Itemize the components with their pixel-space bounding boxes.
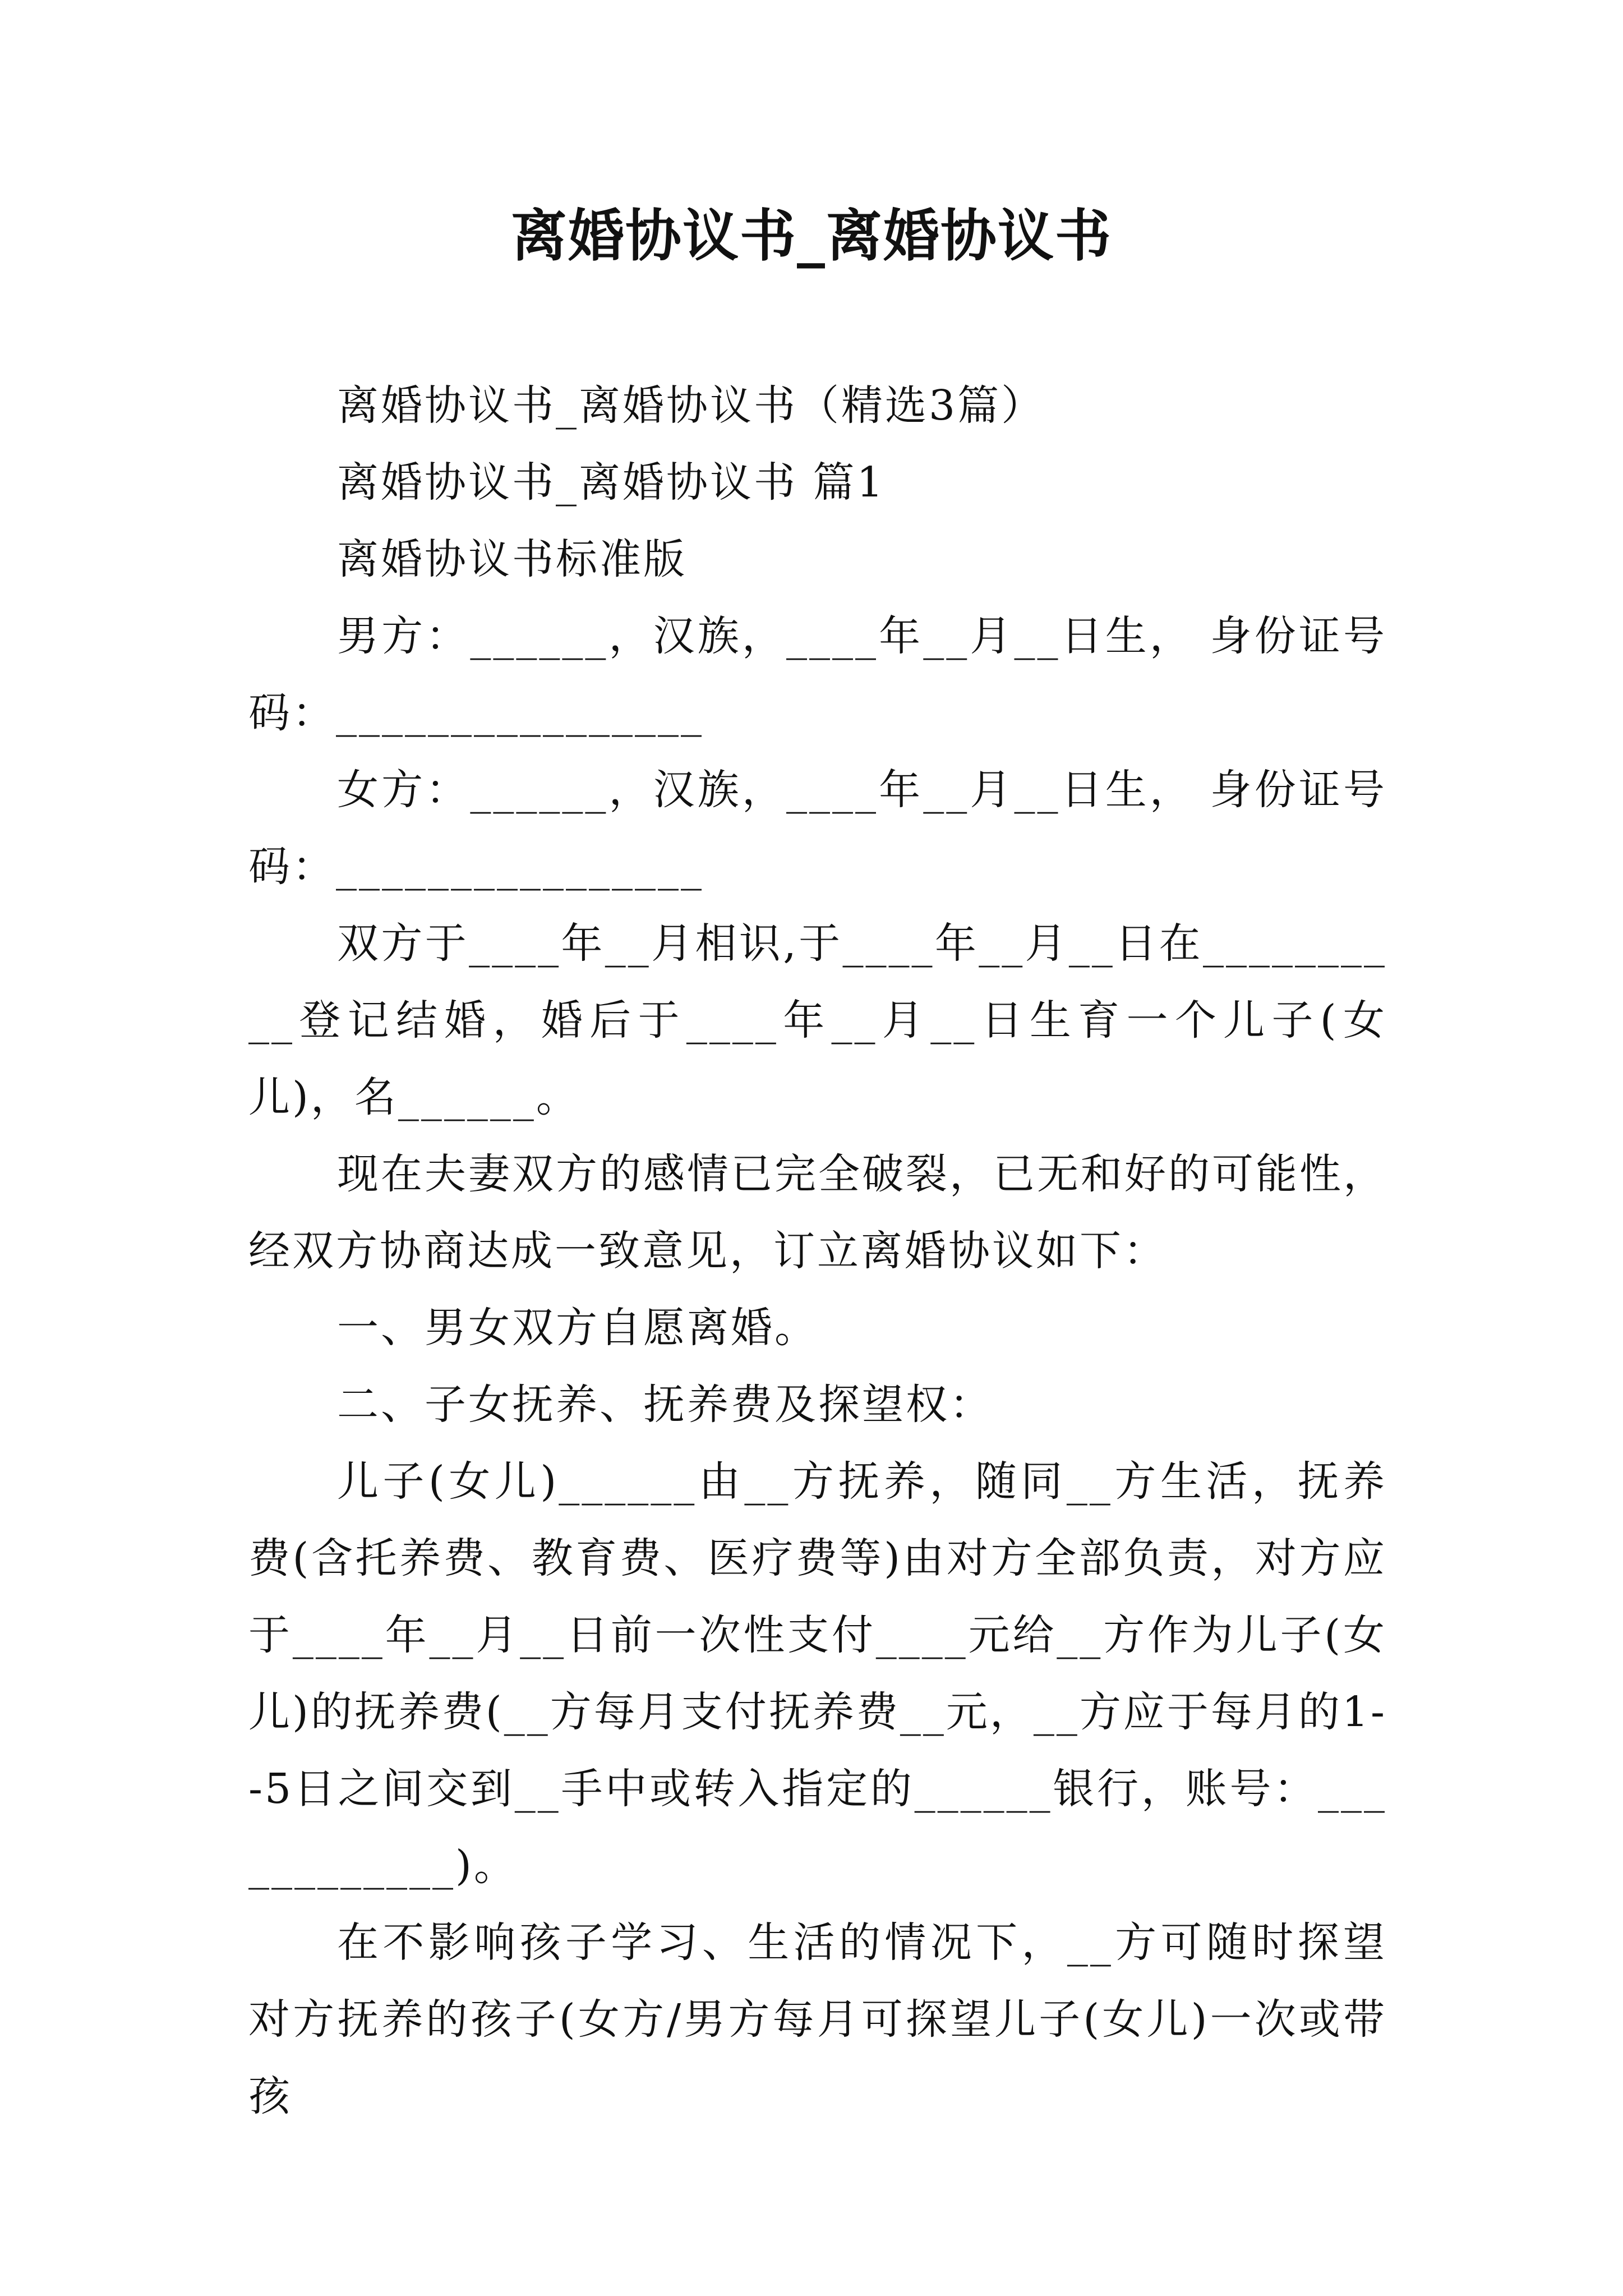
paragraph-child-support: 儿子(女儿)______由__方抚养，随同__方生活，抚养费(含托养费、教育费、医疗费等)由对方全部负责，对方应于____年__月__日前一次性支付____元给__方作为儿子(女儿)的抚养费(__方每月支付抚养费__元，__方应于每月的1--5日之间交到__手中或转入指定的______银行，账号：____________)。 <box>248 1457 1387 1890</box>
paragraph-marriage-details: 双方于____年__月相识,于____年__月__日在__________登记结婚，婚后于____年__月__日生育一个儿子(女儿)，名______。 <box>248 919 1387 1121</box>
document-body <box>248 367 1387 2135</box>
paragraph-clause-two-heading: 二、子女抚养、抚养费及探望权： <box>337 1381 993 1429</box>
paragraph-female-party: 女方：______，汉族，____年__月__日生， 身份证号码：________________ <box>248 766 1387 891</box>
paragraph-standard-version: 离婚协议书标准版 <box>337 535 687 583</box>
paragraph-agreement-intro: 现在夫妻双方的感情已完全破裂，已无和好的可能性，经双方协商达成一致意见，订立离婚协议如下： <box>248 1150 1387 1275</box>
paragraph-visitation: 在不影响孩子学习、生活的情况下，__方可随时探望对方抚养的孩子(女方/男方每月可探望儿子(女儿)一次或带孩 <box>248 1918 1387 2120</box>
paragraph-collection-title: 离婚协议书_离婚协议书（精选3篇） <box>337 381 1045 430</box>
paragraph-male-party: 男方：______，汉族，____年__月__日生， 身份证号码：________________ <box>248 612 1387 737</box>
paragraph-clause-one: 一、男女双方自愿离婚。 <box>337 1304 818 1352</box>
document-title: 离婚协议书_离婚协议书 <box>511 203 1112 269</box>
paragraph-section-heading: 离婚协议书_离婚协议书 篇1 <box>337 458 886 507</box>
